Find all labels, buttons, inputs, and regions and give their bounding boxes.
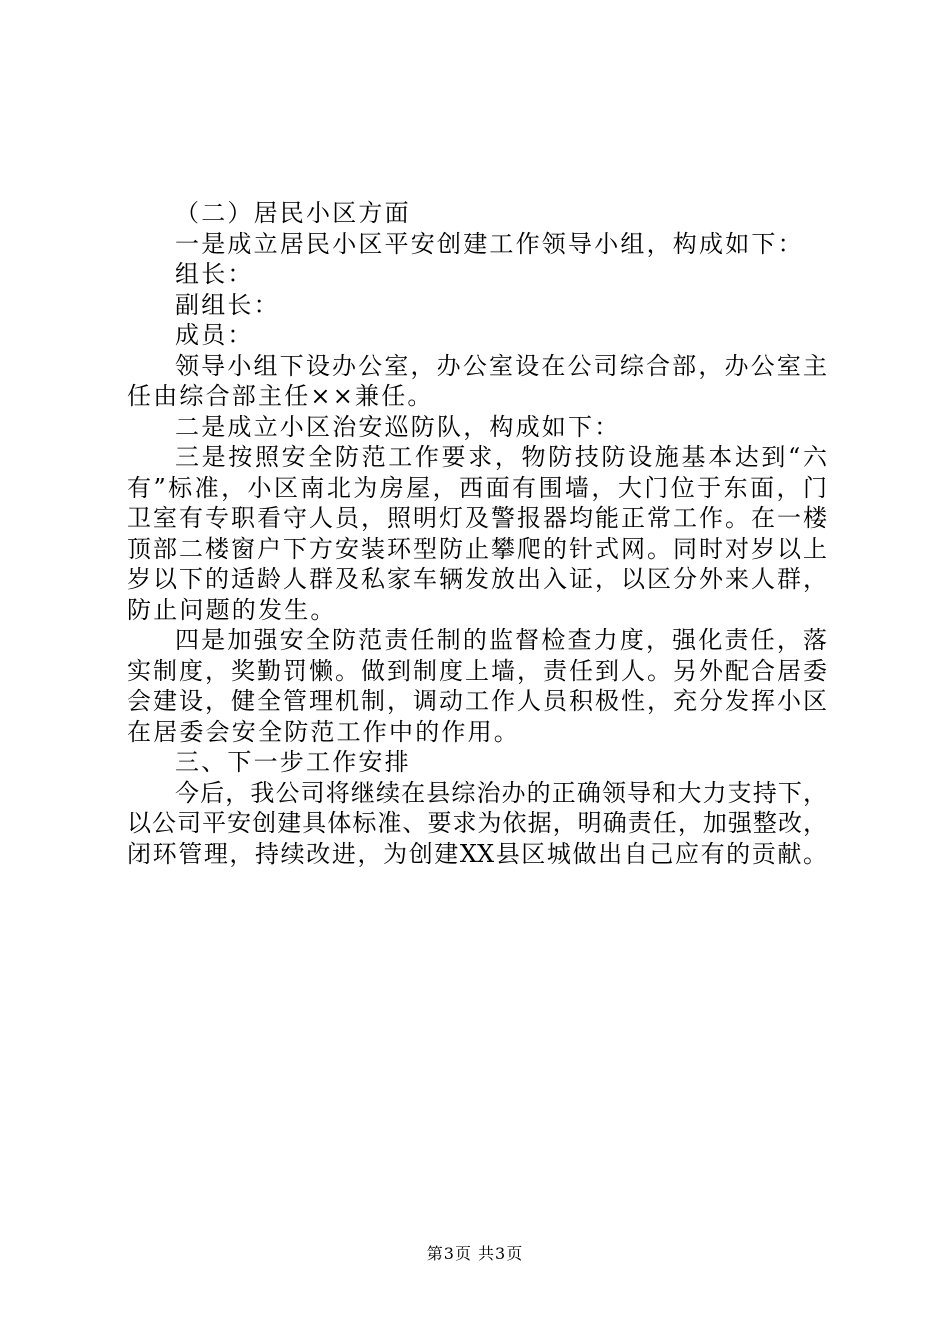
text-line: 实制度，奖勤罚懒。做到制度上墙，责任到人。另外配合居委	[127, 656, 827, 685]
document-body	[127, 198, 827, 869]
text-line: 闭环管理，持续改进，为创建XX县区城做出自己应有的贡献。	[127, 839, 827, 868]
text-line: 顶部二楼窗户下方安装环型防止攀爬的针式网。同时对岁以上	[127, 534, 827, 563]
page-footer: 第3页 共3页	[426, 1244, 524, 1263]
text-line: 四是加强安全防范责任制的监督检查力度，强化责任，落	[175, 626, 827, 654]
text-line: 卫室有专职看守人员，照明灯及警报器均能正常工作。在一楼	[127, 504, 827, 532]
text-line: 有”标准，小区南北为房屋，西面有围墙，大门位于东面，门	[127, 473, 827, 502]
text-line: 任由综合部主任××兼任。	[127, 382, 434, 410]
text-line: （二）居民小区方面	[175, 199, 411, 227]
text-line: 成员：	[175, 321, 254, 349]
text-line: 会建设，健全管理机制，调动工作人员积极性，充分发挥小区	[127, 687, 827, 715]
text-line: 三是按照安全防范工作要求，物防技防设施基本达到“六	[175, 443, 827, 471]
text-line: 岁以下的适龄人群及私家车辆发放出入证，以区分外来人群，	[127, 565, 827, 593]
text-line: 在居委会安全防范工作中的作用。	[127, 717, 520, 746]
text-line: 组长：	[175, 260, 254, 288]
text-line: 防止问题的发生。	[127, 595, 337, 624]
text-line: 二是成立小区治安巡防队，构成如下：	[175, 412, 621, 441]
text-line: 副组长：	[175, 290, 280, 319]
text-line: 领导小组下设办公室，办公室设在公司综合部，办公室主	[175, 351, 827, 380]
text-line: 三、下一步工作安排	[175, 748, 411, 776]
text-line: 今后，我公司将继续在县综治办的正确领导和大力支持下，	[175, 778, 827, 807]
text-line: 一是成立居民小区平安创建工作领导小组，构成如下：	[175, 229, 804, 258]
text-line: 以公司平安创建具体标准、要求为依据，明确责任，加强整改，	[127, 809, 827, 837]
